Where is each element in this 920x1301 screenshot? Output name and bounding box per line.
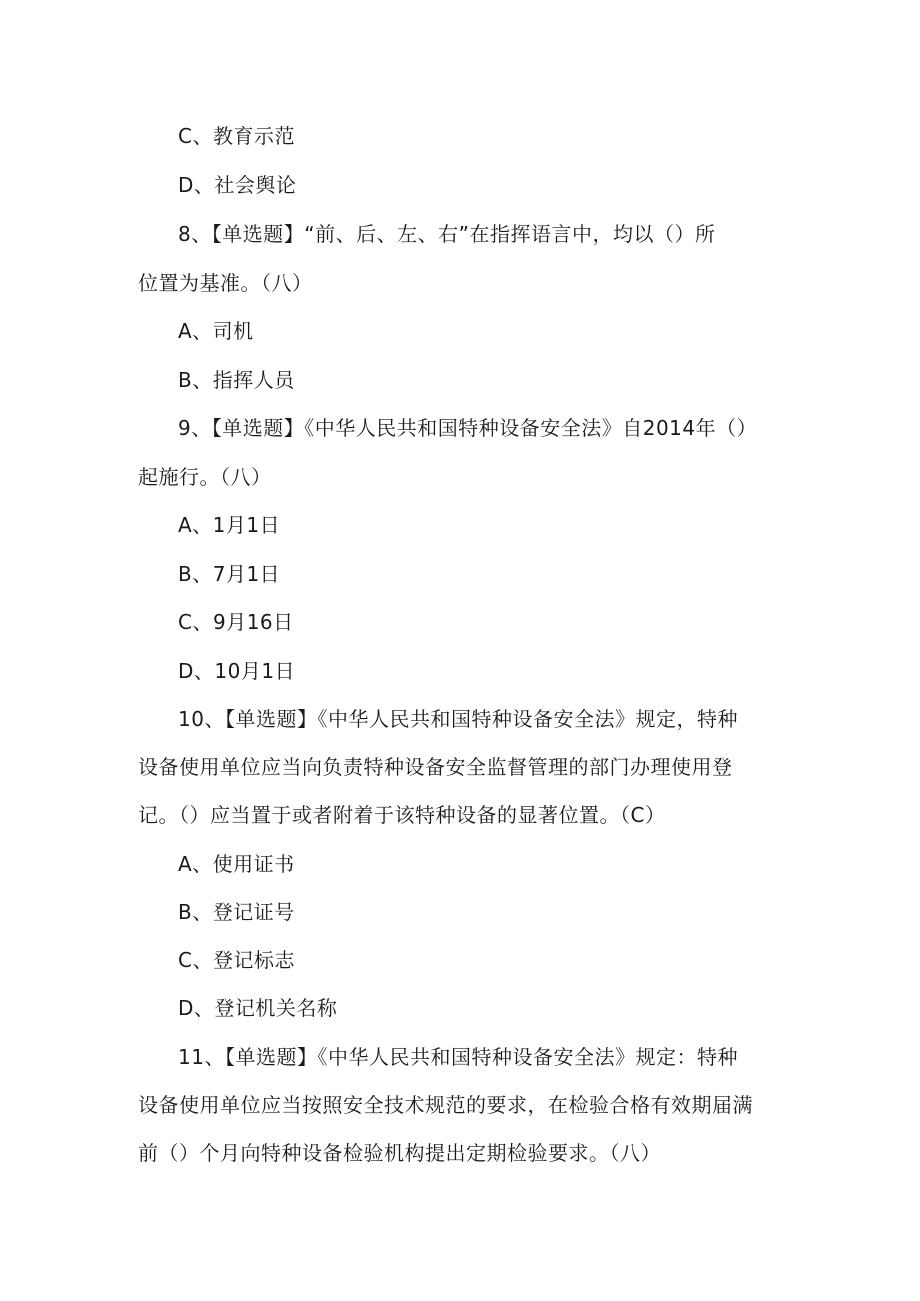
question-9-option-d: D、10月1日 [178, 659, 296, 683]
question-9-option-c: C、9月16日 [178, 610, 294, 634]
question-9-line-1: 9、【单选题】《中华人民共和国特种设备安全法》自2014年（） [178, 416, 758, 440]
question-8-option-a: A、司机 [178, 319, 254, 343]
question-8-line-2: 位置为基准。（八） [138, 271, 313, 295]
question-9-option-a: A、1月1日 [178, 513, 281, 537]
question-8-option-b: B、指挥人员 [178, 368, 295, 392]
question-10-option-d: D、登记机关名称 [178, 996, 338, 1020]
question-11-line-2: 设备使用单位应当按照安全技术规范的要求，在检验合格有效期届满 [138, 1093, 753, 1117]
question-10-option-b: B、登记证号 [178, 900, 295, 924]
question-10-line-3: 记。（）应当置于或者附着于该特种设备的显著位置。（C） [138, 803, 666, 827]
question-10-line-1: 10、【单选题】《中华人民共和国特种设备安全法》规定，特种 [178, 707, 738, 731]
prev-option-c: C、教育示范 [178, 124, 295, 148]
question-8-line-1: 8、【单选题】“前、后、左、右”在指挥语言中，均以（）所 [178, 222, 716, 246]
question-10-option-a: A、使用证书 [178, 852, 295, 876]
question-11-line-3: 前（）个月向特种设备检验机构提出定期检验要求。（八） [138, 1141, 661, 1165]
question-9-option-b: B、7月1日 [178, 562, 281, 586]
prev-option-d: D、社会舆论 [178, 173, 297, 197]
question-10-line-2: 设备使用单位应当向负责特种设备安全监督管理的部门办理使用登 [138, 755, 733, 779]
question-11-line-1: 11、【单选题】《中华人民共和国特种设备安全法》规定：特种 [178, 1045, 738, 1069]
question-9-line-2: 起施行。（八） [138, 465, 272, 489]
question-10-option-c: C、登记标志 [178, 948, 295, 972]
